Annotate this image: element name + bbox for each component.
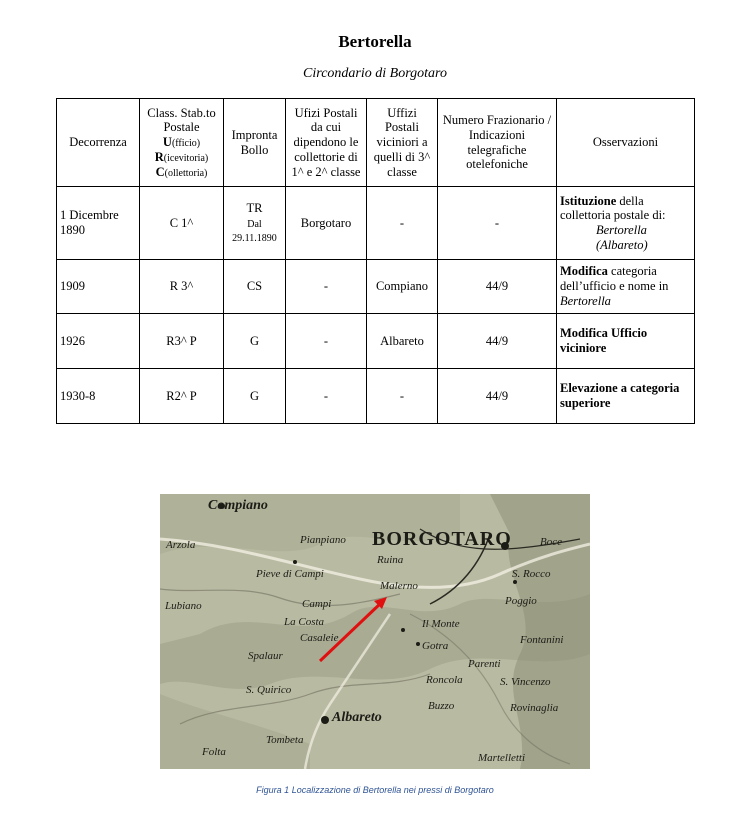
map-label-lubiano: Lubiano (165, 600, 202, 612)
cell-numero: 44/9 (438, 314, 557, 369)
cell-decorrenza: 1926 (57, 314, 140, 369)
map-label-pieve-campi: Pieve di Campi (256, 568, 324, 580)
cell-viciniori: - (367, 369, 438, 424)
map-label-s-quirico: S. Quirico (246, 684, 292, 696)
oss-bold: Modifica (560, 264, 608, 279)
map-label-boce: Boce (540, 536, 562, 548)
cell-viciniori: Compiano (367, 260, 438, 314)
table-row (57, 314, 695, 369)
cell-osservazioni (557, 187, 695, 260)
header-class-u: U (162, 135, 172, 150)
oss-italic-2: (Albareto) (596, 237, 648, 252)
table-row (57, 260, 695, 314)
oss-italic-1: Bertorella (596, 223, 647, 237)
cell-bollo: G (224, 314, 286, 369)
oss-bold: Elevazione a categoria superiore (560, 381, 680, 410)
header-class-c: C (155, 164, 165, 179)
cell-bollo: CS (224, 260, 286, 314)
cell-numero: 44/9 (438, 260, 557, 314)
post-office-table (56, 98, 695, 424)
map-label-ruina: Ruina (377, 554, 404, 566)
cell-osservazioni (557, 260, 695, 314)
cell-osservazioni (557, 314, 695, 369)
cell-dipendono: Borgotaro (286, 187, 367, 260)
cell-classe: R2^ P (140, 369, 224, 424)
table-row (57, 369, 695, 424)
map-label-poggio: Poggio (505, 595, 537, 607)
cell-classe: R 3^ (140, 260, 224, 314)
map-label-albareto: Albareto (332, 710, 382, 725)
map-label-folta: Folta (202, 746, 226, 758)
oss-text: categoria dell’ufficio e nome in (560, 264, 669, 294)
cell-viciniori: Albareto (367, 314, 438, 369)
cell-numero: 44/9 (438, 369, 557, 424)
table-row (57, 187, 695, 260)
oss-italic-1: Bertorella (560, 293, 611, 308)
cell-decorrenza: 1 Dicembre 1890 (57, 187, 140, 260)
map-label-s-rocco: S. Rocco (512, 568, 551, 580)
header-class-c-rest: (ollettoria) (164, 167, 208, 179)
header-classificazione (140, 99, 224, 187)
cell-dipendono: - (286, 369, 367, 424)
map-label-rovinaglia: Rovinaglia (510, 702, 559, 714)
map-label-campi: Campi (302, 598, 332, 610)
oss-bold: Istituzione (560, 193, 617, 208)
map-label-roncola: Roncola (426, 674, 463, 686)
page-subtitle: Circondario di Borgotaro (303, 66, 447, 81)
cell-bollo: G (224, 369, 286, 424)
cell-numero: - (438, 187, 557, 260)
page-title: Bertorella (338, 32, 412, 51)
header-class-u-rest: (fficio) (171, 138, 201, 150)
map-label-s-vincenzo: S. Vincenzo (500, 676, 551, 688)
cell-viciniori: - (367, 187, 438, 260)
header-uffizi-dipendono: Ufizi Postali da cui dipendono le collettorie di 1^ e 2^ classe (286, 99, 367, 187)
cell-dipendono: - (286, 314, 367, 369)
map-label-borgotaro: BORGOTARO (372, 528, 512, 550)
header-decorrenza: Decorrenza (57, 99, 140, 187)
historical-map (160, 494, 590, 769)
table-header-row (57, 99, 695, 187)
map-label-malerno: Malerno (380, 580, 418, 592)
map-label-compiano: Compiano (208, 498, 268, 513)
map-label-buzzo: Buzzo (428, 700, 455, 712)
map-label-la-costa: La Costa (284, 616, 325, 628)
map-label-gotra: Gotra (422, 640, 449, 652)
cell-classe: R3^ P (140, 314, 224, 369)
map-label-martelletti: Martelletti (478, 752, 526, 764)
header-impronta: Impronta Bollo (224, 99, 286, 187)
header-numero: Numero Frazionario / Indicazioni telegrafiche otelefoniche (438, 99, 557, 187)
map-label-spalaur: Spalaur (248, 650, 283, 662)
cell-osservazioni (557, 369, 695, 424)
figure-caption: Figura 1 Localizzazione di Bertorella nei pressi di Borgotaro (256, 785, 494, 795)
bollo-value: TR (246, 200, 263, 215)
cell-decorrenza: 1930-8 (57, 369, 140, 424)
oss-bold: Modifica Ufficio viciniore (560, 326, 648, 355)
map-label-casaleie: Casaleie (300, 632, 339, 644)
map-label-arzola: Arzola (166, 539, 196, 551)
map-label-parenti: Parenti (468, 658, 501, 670)
header-class-r-rest: (icevitoria) (163, 152, 209, 164)
map-label-tombeta: Tombeta (266, 734, 304, 746)
cell-decorrenza: 1909 (57, 260, 140, 314)
header-class-line1: Class. Stab.to (147, 105, 216, 120)
header-class-line2: Postale (163, 120, 200, 135)
map-label-fontanini: Fontanini (520, 634, 564, 646)
map-label-il-monte: Il Monte (422, 618, 460, 630)
map-label-pianpiano: Pianpiano (300, 534, 346, 546)
oss-text: della collettoria postale di: (560, 193, 666, 223)
header-class-r: R (154, 149, 164, 164)
cell-dipendono: - (286, 260, 367, 314)
cell-bollo (224, 187, 286, 260)
header-osservazioni: Osservazioni (557, 99, 695, 187)
header-uffizi-viciniori: Uffizi Postali viciniori a quelli di 3^ classe (367, 99, 438, 187)
cell-classe: C 1^ (140, 187, 224, 260)
bollo-note: Dal 29.11.1890 (232, 218, 277, 245)
